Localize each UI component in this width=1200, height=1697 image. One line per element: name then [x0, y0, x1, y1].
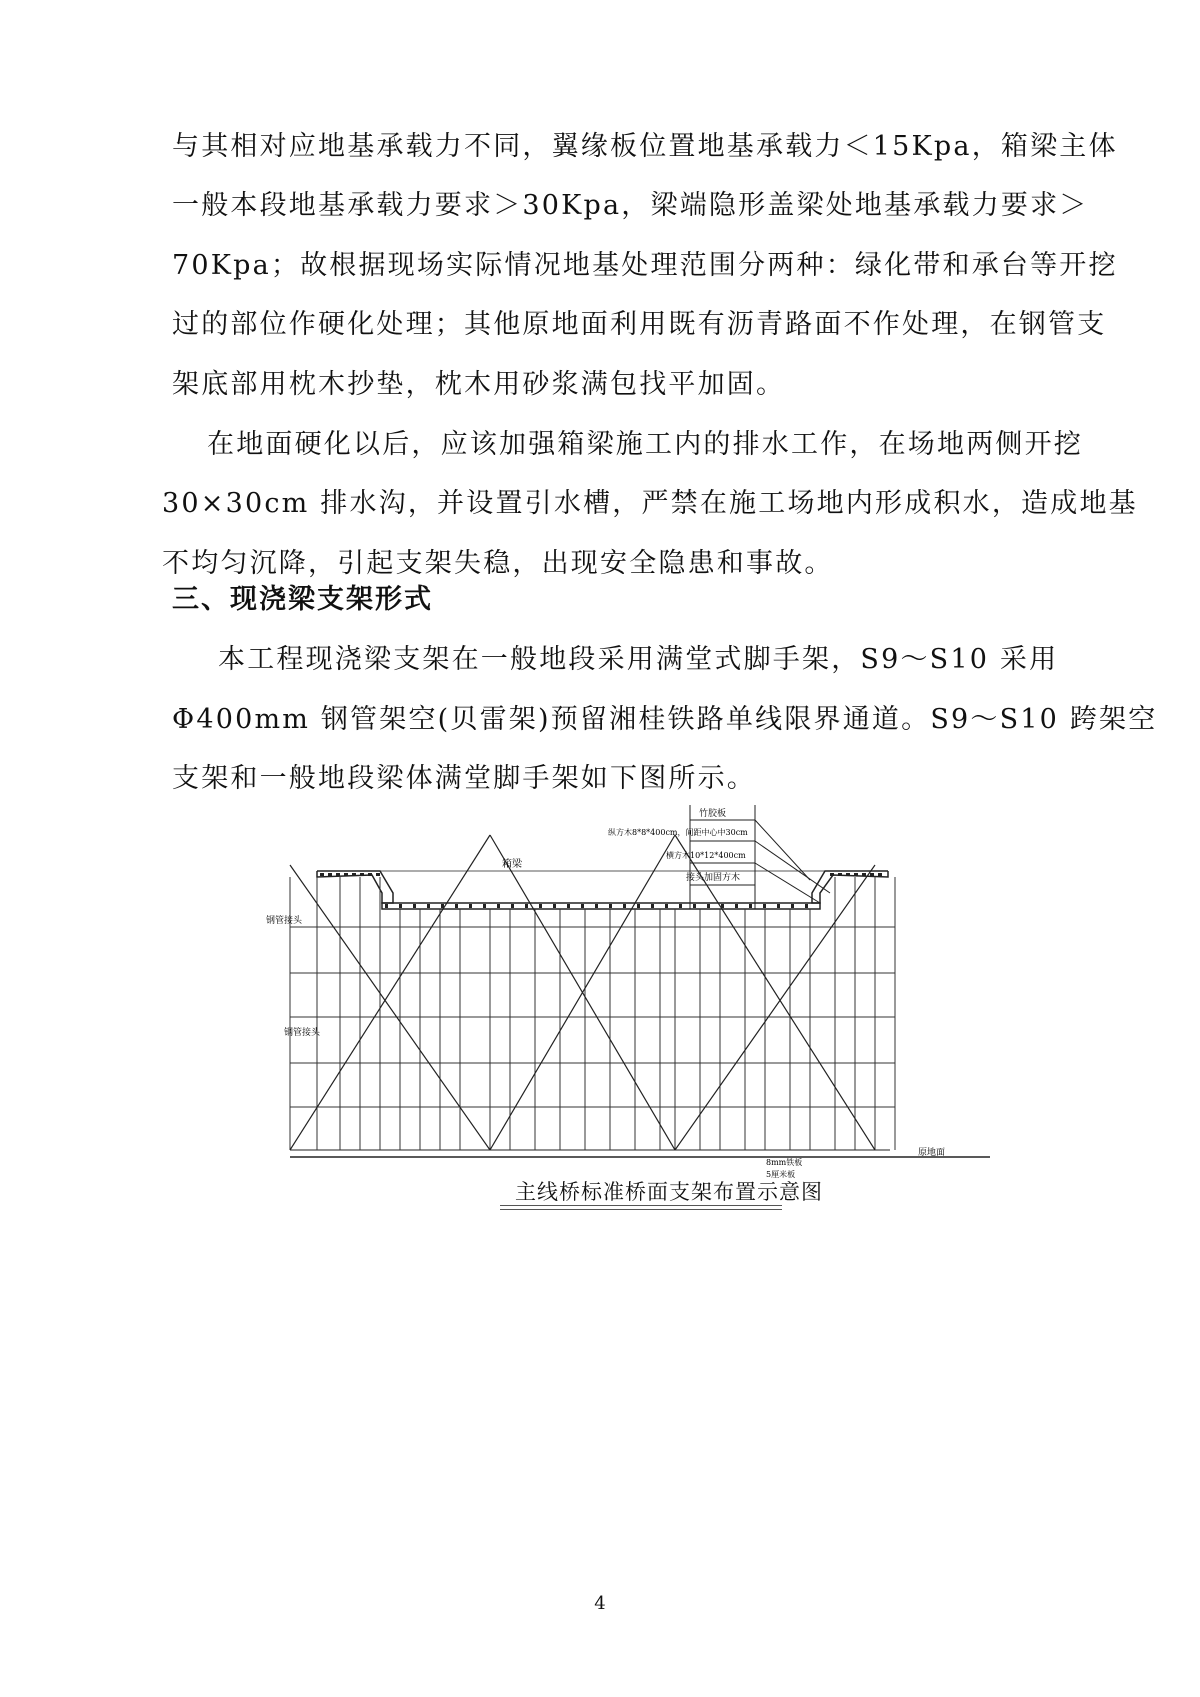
frame-diagram-lines	[290, 805, 990, 1157]
caption-underline	[500, 1209, 782, 1210]
timber-block	[707, 904, 710, 908]
caption-underline	[500, 1205, 782, 1206]
timber-block	[413, 904, 416, 908]
figure-caption: 主线桥标准桥面支架布置示意图	[515, 1180, 823, 1204]
timber-block	[623, 904, 626, 908]
timber-block	[567, 904, 570, 908]
timber-block	[553, 904, 556, 908]
timber-block	[609, 904, 612, 908]
timber-block	[483, 904, 486, 908]
timber-block	[328, 873, 332, 876]
timber-block	[854, 873, 858, 876]
timber-block	[469, 904, 472, 908]
timber-block	[735, 904, 738, 908]
timber-block	[581, 904, 584, 908]
timber-block	[427, 904, 430, 908]
paragraph-line: 架底部用枕木抄垫，枕木用砂浆满包找平加固。	[172, 369, 786, 400]
timber-block	[846, 873, 850, 876]
paragraph-line: 在地面硬化以后，应该加强箱梁施工内的排水工作，在场地两侧开挖	[207, 429, 1083, 460]
timber-block	[870, 873, 874, 876]
paragraph-line: 本工程现浇梁支架在一般地段采用满堂式脚手架，S9～S10 采用	[218, 644, 1059, 675]
timber-block	[539, 904, 542, 908]
timber-block	[805, 904, 808, 908]
paragraph-line: 70Kpa；故根据现场实际情况地基处理范围分两种：绿化带和承台等开挖	[172, 250, 1118, 281]
timber-block	[665, 904, 668, 908]
paragraph-line: Φ400mm 钢管架空(贝雷架)预留湘桂铁路单线限界通道。S9～S10 跨架空	[172, 704, 1158, 735]
paragraph-line: 支架和一般地段梁体满堂脚手架如下图所示。	[172, 763, 756, 794]
paragraph-line: 一般本段地基承载力要求＞30Kpa，梁端隐形盖梁处地基承载力要求＞	[172, 190, 1089, 221]
label-original-ground: 原地面	[918, 1148, 946, 1158]
timber-block	[336, 873, 340, 876]
timber-block	[455, 904, 458, 908]
paragraph-line: 过的部位作硬化处理；其他原地面利用既有沥青路面不作处理，在钢管支	[172, 309, 1107, 340]
page-number: 4	[594, 1593, 606, 1614]
timber-block	[497, 904, 500, 908]
timber-block	[749, 904, 752, 908]
label-box-girder: 箱梁	[502, 859, 522, 870]
timber-block	[320, 873, 324, 876]
timber-block	[777, 904, 780, 908]
timber-block	[376, 873, 380, 876]
label-wood-board: 5厘米板	[766, 1170, 796, 1179]
label-bamboo-plywood: 竹胶板	[699, 809, 727, 819]
paragraph-line: 30×30cm 排水沟，并设置引水槽，严禁在施工场地内形成积水，造成地基	[162, 488, 1138, 519]
timber-block	[679, 904, 682, 908]
timber-block	[830, 873, 834, 876]
paragraph-line: 不均匀沉降，引起支架失稳，出现安全隐患和事故。	[162, 548, 834, 579]
label-longitudinal-timber: 纵方木8*8*400cm，间距中心中30cm	[608, 828, 748, 837]
timber-block	[525, 904, 528, 908]
label-transverse-timber: 横方木10*12*400cm	[666, 851, 746, 860]
timber-block	[360, 873, 364, 876]
label-pipe-joint-1: 钢管接头	[266, 916, 303, 926]
section-heading: 三、现浇梁支架形式	[172, 584, 433, 615]
timber-block	[693, 904, 696, 908]
timber-block	[344, 873, 348, 876]
timber-block	[399, 904, 402, 908]
timber-block	[838, 873, 842, 876]
timber-block	[651, 904, 654, 908]
scaffold-grid	[290, 877, 895, 1150]
label-joint-timber: 接头加固方木	[686, 873, 741, 883]
diagonal-braces	[290, 835, 875, 1150]
timber-block	[791, 904, 794, 908]
timber-block	[352, 873, 356, 876]
paragraph-line: 与其相对应地基承载力不同，翼缘板位置地基承载力＜15Kpa，箱梁主体	[172, 131, 1118, 162]
timber-block	[637, 904, 640, 908]
timber-block	[878, 873, 882, 876]
timber-block	[595, 904, 598, 908]
timber-block	[511, 904, 514, 908]
label-pipe-joint-2: 钢管接头	[284, 1028, 321, 1038]
timber-block	[385, 904, 388, 908]
timber-block	[763, 904, 766, 908]
timber-block	[862, 873, 866, 876]
timber-block	[368, 873, 372, 876]
scaffold-diagram	[266, 805, 990, 1179]
label-steel-plate: 8mm铁板	[766, 1158, 803, 1167]
